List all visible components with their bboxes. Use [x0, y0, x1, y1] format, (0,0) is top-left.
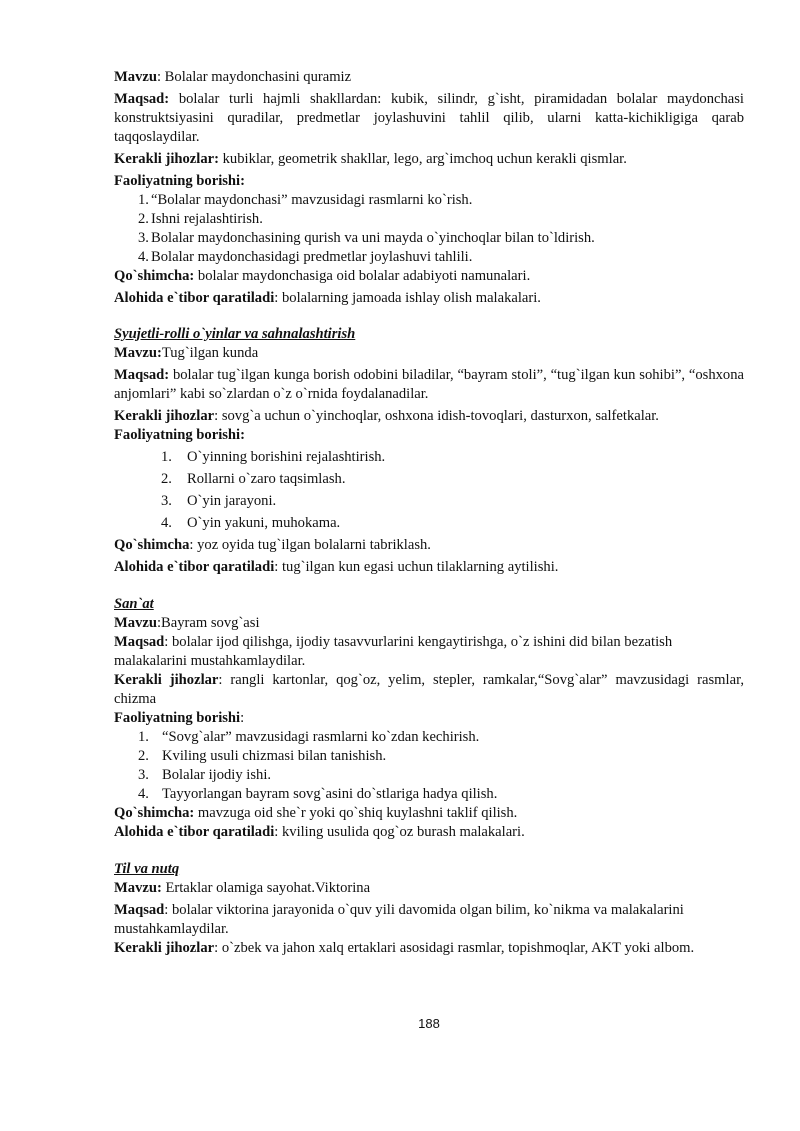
b2-mavzu: Mavzu:Tug`ilgan kunda: [114, 345, 259, 361]
b2-maqsad: Maqsad: bolalar tug`ilgan kunga borish odobini biladilar, “bayram stoli”, “tug`ilgan kun sohibi”, “oshxona anjomlari” kabi so`zlardan o`z o`rnida foydalanadilar.: [114, 367, 744, 402]
b2-alohida: Alohida e`tibor qaratiladi: tug`ilgan kun egasi uchun tilaklarning aytilishi.: [114, 559, 559, 575]
b1-faoliyat-label: Faoliyatning borishi:: [114, 173, 245, 189]
b1-kerakli: Kerakli jihozlar: kubiklar, geometrik shakllar, lego, arg`imchoq uchun kerakli qismlar.: [114, 151, 627, 167]
list-item: 4. Tayyorlangan bayram sovg`asini do`stlariga hadya qilish.: [138, 786, 498, 802]
b1-mavzu: Mavzu: Bolalar maydonchasini quramiz: [114, 69, 352, 85]
b4-kerakli: Kerakli jihozlar: o`zbek va jahon xalq ertaklari asosidagi rasmlar, topishmoqlar, AKT yoki albom.: [114, 940, 695, 956]
page-number: 188: [418, 1016, 440, 1031]
list-item: 4. Bolalar maydonchasidagi predmetlar joylashuvi tahlili.: [138, 249, 473, 265]
b1-qoshimcha: Qo`shimcha: bolalar maydonchasiga oid bolalar adabiyoti namunalari.: [114, 268, 531, 284]
b3-mavzu: Mavzu:Bayram sovg`asi: [114, 615, 260, 631]
b2-steps-list: [114, 448, 744, 533]
section-til-va-nutq: [114, 860, 744, 958]
section-heading: Syujetli-rolli o`yinlar va sahnalashtirish: [114, 326, 356, 342]
section-heading: San`at: [114, 596, 154, 612]
b2-qoshimcha: Qo`shimcha: yoz oyida tug`ilgan bolalarni tabriklash.: [114, 537, 431, 553]
b1-maqsad: Maqsad: bolalar turli hajmli shakllardan: kubik, silindr, g`isht, piramidadan bolalar maydonchasi konstruktsiyasini quradilar, predmetlar joylashuvini tahlil qilib, ularni katta-kichikligiga qarab taqqoslaydilar.: [114, 91, 744, 145]
list-item: 3. O`yin jarayoni.: [161, 493, 277, 509]
list-item: 1. O`yinning borishini rejalashtirish.: [161, 449, 386, 465]
b3-qoshimcha: Qo`shimcha: mavzuga oid she`r yoki qo`shiq kuylashni taklif qilish.: [114, 805, 518, 821]
b3-maqsad: Maqsad: bolalar ijod qilishga, ijodiy tasavvurlarini kengaytirishga, o`z ishini did bilan bezatish malakalarini mustahkamlaydilar.: [114, 634, 673, 669]
list-item: 2. Rollarni o`zaro taqsimlash.: [161, 471, 346, 487]
section-heading: Til va nutq: [114, 861, 180, 877]
section-syujetli: [114, 325, 744, 577]
section-sanat: [114, 595, 744, 842]
list-item: 1. “Bolalar maydonchasi” mavzusidagi rasmlarni ko`rish.: [138, 192, 473, 208]
list-item: 3. Bolalar ijodiy ishi.: [138, 767, 272, 783]
list-item: 3. Bolalar maydonchasining qurish va uni mayda o`yinchoqlar bilan to`ldirish.: [138, 230, 595, 246]
b1-steps-list: [114, 191, 744, 267]
b2-kerakli: Kerakli jihozlar: sovg`a uchun o`yinchoqlar, oshxona idish-tovoqlari, dasturxon, salfetkalar.: [114, 408, 659, 424]
list-item: 1. “Sovg`alar” mavzusidagi rasmlarni ko`zdan kechirish.: [138, 729, 480, 745]
b3-alohida: Alohida e`tibor qaratiladi: kviling usulida qog`oz burash malakalari.: [114, 824, 525, 840]
b3-faoliyat: Faoliyatning borishi:: [114, 710, 245, 726]
list-item: 2. Ishni rejalashtirish.: [138, 211, 263, 227]
b1-alohida: Alohida e`tibor qaratiladi: bolalarning jamoada ishlay olish malakalari.: [114, 290, 541, 306]
list-item: 4. O`yin yakuni, muhokama.: [161, 515, 341, 531]
list-item: 2. Kviling usuli chizmasi bilan tanishish.: [138, 748, 387, 764]
b4-mavzu: Mavzu: Ertaklar olamiga sayohat.Viktorina: [114, 880, 371, 896]
b4-maqsad: Maqsad: bolalar viktorina jarayonida o`quv yili davomida olgan bilim, ko`nikma va malakalarini mustahkamlaydilar.: [114, 902, 684, 937]
b3-kerakli: Kerakli jihozlar: rangli kartonlar, qog`oz, yelim, stepler, ramkalar,“Sovg`alar” mavzusidagi rasmlar, chizma: [114, 672, 744, 707]
b2-faoliyat-label: Faoliyatning borishi:: [114, 427, 245, 443]
b3-steps-list: [114, 728, 744, 804]
document-page: [114, 68, 744, 958]
